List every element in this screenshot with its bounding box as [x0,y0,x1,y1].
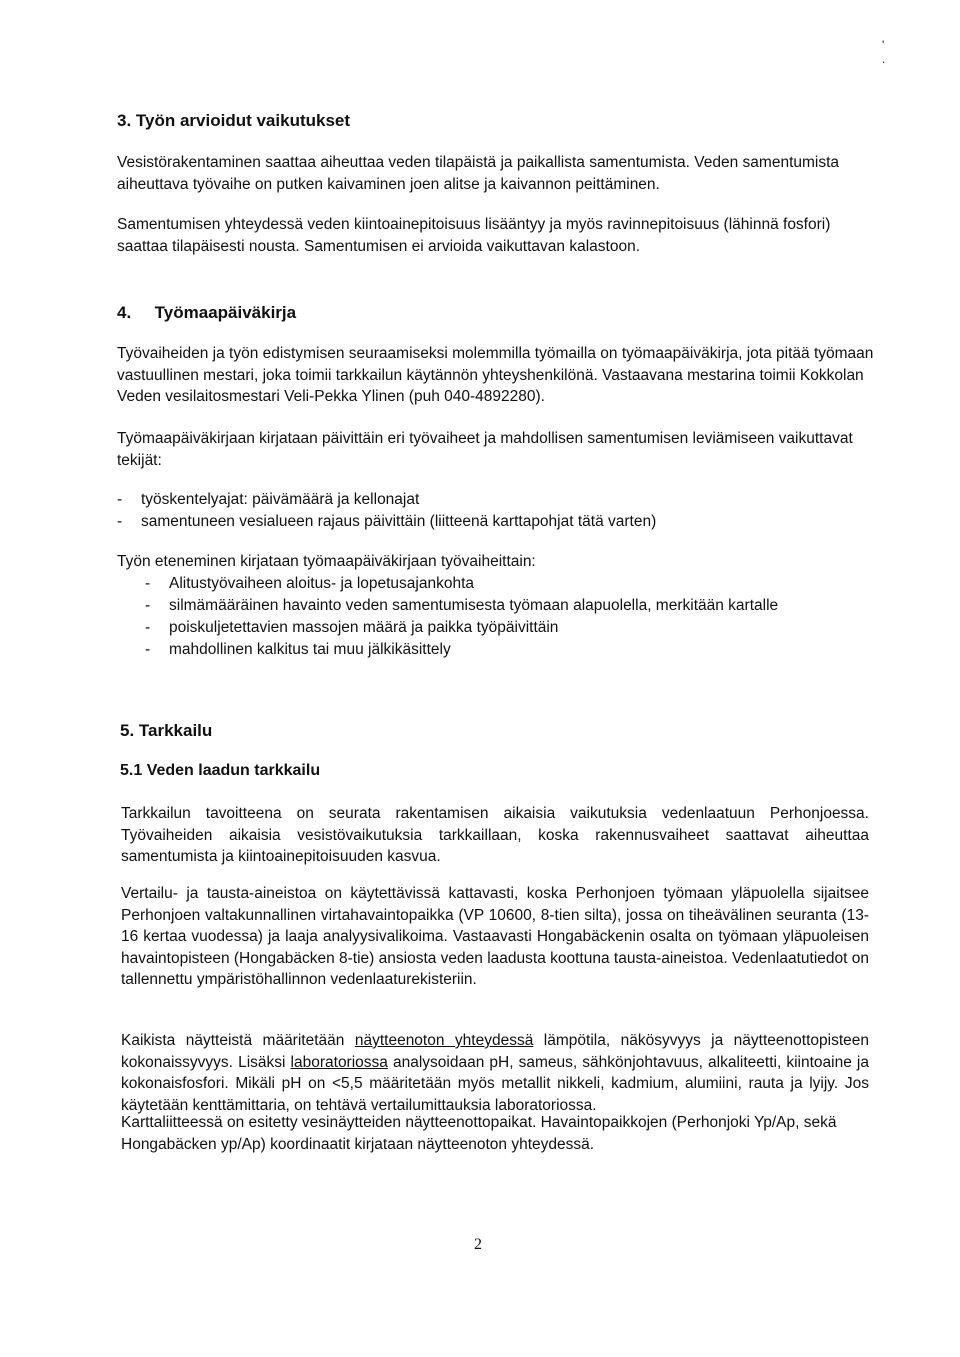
underlined-word: laboratoriossa [290,1053,388,1071]
list-item: - poiskuljetettavien massojen määrä ja paikka työpäivittäin [145,619,559,636]
section-4-heading [117,303,296,323]
section-4-number: 4. [117,303,132,322]
section-5-heading: 5. Tarkkailu [120,721,213,740]
section-3-paragraph-2: Samentumisen yhteydessä veden kiintoainepitoisuus lisääntyy ja myös ravinnepitoisuus (lähinnä fosfori) saattaa tilapäisesti nousta. Samentumisen ei arvioida vaikuttavan kalastoon. [117,216,831,255]
list-item: - työskentelyajat: päivämäärä ja kellonajat [117,491,420,508]
list-item: - mahdollinen kalkitus tai muu jälkikäsittely [145,641,451,658]
page-number: 2 [474,1236,482,1253]
list-item: - Alitustyövaiheen aloitus- ja lopetusajankohta [145,575,475,592]
section-3-heading: 3. Työn arvioidut vaikutukset [117,111,351,130]
corner-marks: ' . [882,38,926,66]
section-4-paragraph-1: Työvaiheiden ja työn edistymisen seuraamiseksi molemmilla työmailla on työmaapäiväkirja, jota pitää työmaan vastuullinen mestari, joka toimii tarkkailun käytännön yhteyshenkilönä. Vastaavana mestarina toimii Kokkolan Veden vesilaitosmestari Veli-Pekka Ylinen (puh 040-4892280). [117,345,874,405]
section-5-paragraph-3: Kaikista näytteistä määritetään näytteenoton yhteydessä lämpötila, näkösyvyys ja näytteenottopisteen kokonaissyvyys. Lisäksi laboratoriossa analysoidaan pH, sameus, sähkönjohtavuus, alkaliteetti, kiintoaine ja kokonaisfosfori. Mikäli pH on <5,5 määritetään myös metallit nikkeli, kadmium, alumiini, rauta ja lyijy. Jos käytetään kenttämittaria, on tehtävä vertailumittauksia laboratoriossa. [121,1032,869,1114]
section-4-paragraph-3: Työn eteneminen kirjataan työmaapäiväkirjaan työvaiheittain: [117,553,536,570]
list-item: - silmämääräinen havainto veden samentumisesta työmaan alapuolella, merkitään kartalle [145,597,779,614]
section-4-paragraph-2: Työmaapäiväkirjaan kirjataan päivittäin eri työvaiheet ja mahdollisen samentumisen leviämiseen vaikuttavat tekijät: [117,430,853,469]
section-5-1-heading: 5.1 Veden laadun tarkkailu [120,762,321,779]
section-3-paragraph-1: Vesistörakentaminen saattaa aiheuttaa veden tilapäistä ja paikallista samentumista. Veden samentumista aiheuttava työvaihe on putken kaivaminen joen alitse ja kaivannon peittäminen. [117,154,840,193]
underlined-phrase: näytteenoton yhteydessä [354,1032,534,1049]
section-5-paragraph-1: Tarkkailun tavoitteena on seurata rakentamisen aikaisia vaikutuksia vedenlaatuun Perhonjoessa. Työvaiheiden aikaisia vesistövaikutuksia tarkkaillaan, koska rakennusvaiheet saattavat aiheuttaa samentumista ja kiintoainepitoisuuden kasvua. [121,805,869,865]
section-5-paragraph-2: Vertailu- ja tausta-aineistoa on käytettävissä kattavasti, koska Perhonjoen työmaan yläpuolella sijaitsee Perhonjoen valtakunnallinen virtahavaintopaikka (VP 10600, 8-tien silta), jossa on tiheävälinen seuranta (13-16 kertaa vuodessa) ja laaja analyysivalikoima. Vastaavasti Hongabäckenin osalta on työmaan yläpuoleisen havaintopisteen (Hongabäcken 8-tie) ansiosta veden laadusta koottuna tausta-aineistoa. Vedenlaatutiedot on tallennettu ympäristöhallinnon vedenlaaturekisteriin. [121,885,869,988]
section-4-title: Työmaapäiväkirja [154,303,297,322]
list-item: - samentuneen vesialueen rajaus päivittäin (liitteenä karttapohjat tätä varten) [117,513,657,530]
section-5-paragraph-4: Karttaliitteessä on esitetty vesinäytteiden näytteenottopaikat. Havaintopaikkojen (Perhonjoki Yp/Ap, sekä Hongabäcken yp/Ap) koordinaatit kirjataan näytteenoton yhteydessä. [121,1114,837,1153]
